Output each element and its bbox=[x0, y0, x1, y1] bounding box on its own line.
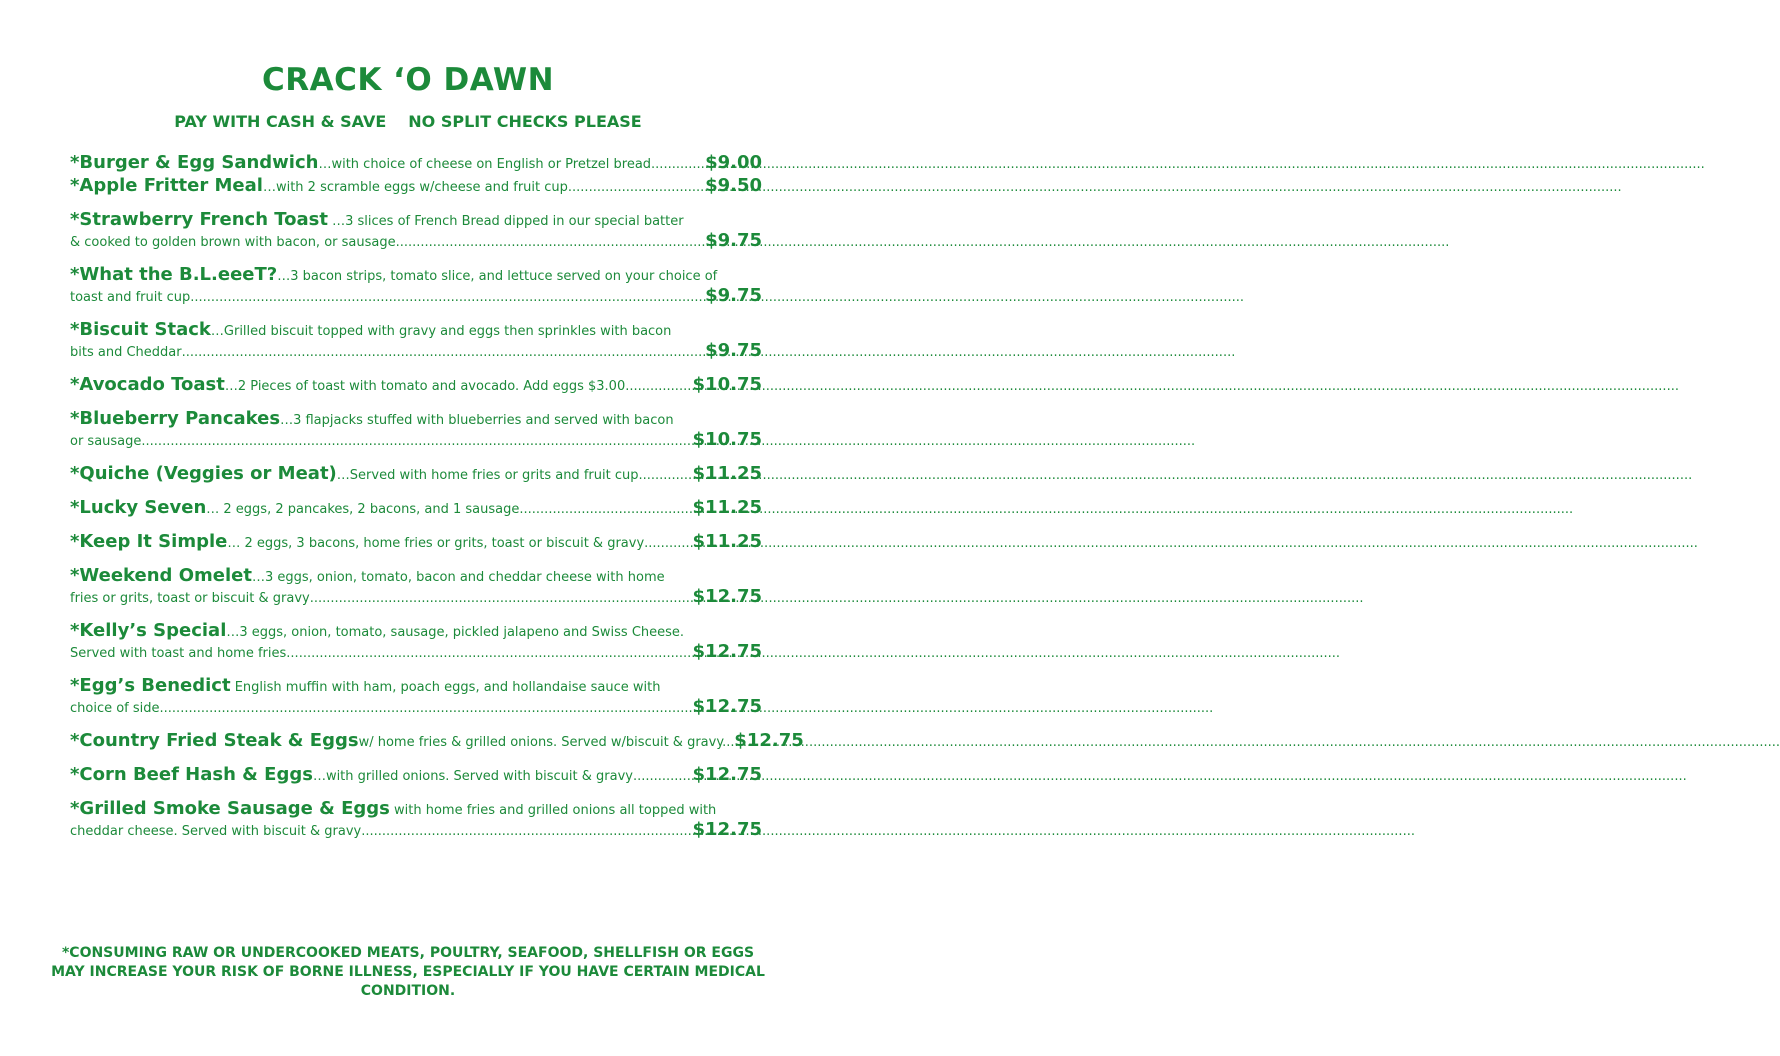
dot-leader bbox=[625, 379, 690, 394]
item-price: $9.75 bbox=[705, 230, 762, 251]
menu-item bbox=[70, 764, 762, 785]
item-description-cont: fries or grits, toast or biscuit & gravy bbox=[70, 591, 310, 606]
item-name: *Keep It Simple bbox=[70, 531, 228, 552]
item-name: *Avocado Toast bbox=[70, 374, 225, 395]
menu-item bbox=[70, 675, 762, 717]
menu-item bbox=[70, 319, 762, 361]
health-disclaimer: *CONSUMING RAW OR UNDERCOOKED MEATS, POULTRY, SEAFOOD, SHELLFISH OR EGGS MAY INCREASE YOUR RISK OF BORNE ILLNESS, ESPECIALLY IF YOU HAVE CERTAIN MEDICAL CONDITION. bbox=[51, 945, 765, 999]
dot-leader bbox=[141, 434, 690, 449]
item-price: $12.75 bbox=[692, 819, 762, 840]
menu-item bbox=[70, 408, 762, 450]
item-name: *Lucky Seven bbox=[70, 497, 207, 518]
item-description: …with choice of cheese on English or Pretzel bread bbox=[318, 157, 652, 172]
item-description: …3 flapjacks stuffed with blueberries and served with bacon bbox=[280, 413, 674, 428]
item-price: $10.75 bbox=[692, 429, 762, 450]
item-price: $11.25 bbox=[692, 497, 762, 518]
item-description: w/ home fries & grilled onions. Served w/biscuit & gravy. bbox=[358, 735, 727, 750]
item-description: …3 bacon strips, tomato slice, and lettuce served on your choice of bbox=[277, 269, 718, 284]
item-price: $12.75 bbox=[692, 586, 762, 607]
item-description: …3 slices of French Bread dipped in our special batter bbox=[328, 214, 684, 229]
menu-item bbox=[70, 175, 762, 196]
dot-leader bbox=[519, 502, 690, 517]
item-name: *Apple Fritter Meal bbox=[70, 175, 263, 196]
item-description-cont: toast and fruit cup bbox=[70, 290, 191, 305]
dot-leader bbox=[286, 646, 690, 661]
menu-item bbox=[70, 374, 762, 395]
item-price: $11.25 bbox=[692, 463, 762, 484]
item-description-cont: cheddar cheese. Served with biscuit & gravy bbox=[70, 824, 362, 839]
dot-leader bbox=[644, 536, 690, 551]
item-name: *Biscuit Stack bbox=[70, 319, 211, 340]
menu-item bbox=[70, 497, 762, 518]
item-description-cont: & cooked to golden brown with bacon, or sausage bbox=[70, 235, 396, 250]
item-description-cont: or sausage bbox=[70, 434, 142, 449]
dot-leader bbox=[160, 701, 691, 716]
item-description: …Grilled biscuit topped with gravy and eggs then sprinkles with bacon bbox=[210, 324, 672, 339]
item-description: …3 eggs, onion, tomato, bacon and cheddar cheese with home bbox=[251, 570, 665, 585]
dot-leader bbox=[726, 735, 732, 750]
item-description: with home fries and grilled onions all topped with bbox=[389, 803, 717, 818]
menu-subtitle bbox=[0, 112, 816, 131]
item-description: …with grilled onions. Served with biscuit & gravy bbox=[312, 769, 633, 784]
menu-item bbox=[70, 531, 762, 552]
dot-leader bbox=[310, 591, 691, 606]
menu-item bbox=[70, 264, 762, 306]
dot-leader bbox=[182, 345, 703, 360]
dot-leader bbox=[568, 180, 703, 195]
item-name: *Burger & Egg Sandwich bbox=[70, 152, 319, 173]
item-price: $9.75 bbox=[705, 285, 762, 306]
dot-leader bbox=[638, 468, 690, 483]
menu-item bbox=[70, 798, 762, 840]
item-description-cont: bits and Cheddar bbox=[70, 345, 182, 360]
item-description-cont: choice of side bbox=[70, 701, 160, 716]
item-description: … 2 eggs, 3 bacons, home fries or grits, toast or biscuit & gravy bbox=[227, 536, 645, 551]
menu-item bbox=[70, 730, 804, 751]
item-name: *Weekend Omelet bbox=[70, 565, 252, 586]
item-description-cont: Served with toast and home fries bbox=[70, 646, 287, 661]
item-price: $9.00 bbox=[705, 152, 762, 173]
dot-leader bbox=[633, 769, 691, 784]
cash-note: PAY WITH CASH & SAVE bbox=[174, 112, 387, 131]
item-price: $12.75 bbox=[692, 764, 762, 785]
item-price: $10.75 bbox=[692, 374, 762, 395]
menu-title: CRACK ‘O DAWN bbox=[261, 62, 555, 98]
item-price: $9.75 bbox=[705, 340, 762, 361]
dot-leader bbox=[190, 290, 703, 305]
item-name: *Corn Beef Hash & Eggs bbox=[70, 764, 313, 785]
menu-item bbox=[70, 620, 762, 662]
item-name: *Strawberry French Toast bbox=[70, 209, 328, 230]
item-price: $9.50 bbox=[705, 175, 762, 196]
menu-item bbox=[70, 209, 762, 251]
menu-list bbox=[70, 152, 804, 853]
item-name: *Grilled Smoke Sausage & Eggs bbox=[70, 798, 390, 819]
item-name: *Quiche (Veggies or Meat) bbox=[70, 463, 337, 484]
menu-item bbox=[70, 152, 762, 173]
split-checks-note: NO SPLIT CHECKS PLEASE bbox=[408, 112, 642, 131]
menu-item bbox=[70, 463, 762, 484]
item-description: …2 Pieces of toast with tomato and avocado. Add eggs $3.00 bbox=[224, 379, 626, 394]
item-price: $12.75 bbox=[734, 730, 804, 751]
item-description: …Served with home fries or grits and fruit cup bbox=[336, 468, 639, 483]
item-name: *Country Fried Steak & Eggs bbox=[70, 730, 359, 751]
item-description: English muffin with ham, poach eggs, and hollandaise sauce with bbox=[230, 680, 661, 695]
dot-leader bbox=[396, 235, 703, 250]
item-price: $12.75 bbox=[692, 696, 762, 717]
dot-leader bbox=[651, 157, 703, 172]
item-name: *Blueberry Pancakes bbox=[70, 408, 281, 429]
item-price: $12.75 bbox=[692, 641, 762, 662]
item-name: *What the B.L.eeeT? bbox=[70, 264, 278, 285]
item-description: … 2 eggs, 2 pancakes, 2 bacons, and 1 sausage bbox=[206, 502, 520, 517]
item-price: $11.25 bbox=[692, 531, 762, 552]
dot-leader bbox=[361, 824, 690, 839]
menu-item bbox=[70, 565, 762, 607]
item-name: *Egg’s Benedict bbox=[70, 675, 231, 696]
item-description: …with 2 scramble eggs w/cheese and fruit cup bbox=[262, 180, 568, 195]
item-description: …3 eggs, onion, tomato, sausage, pickled jalapeno and Swiss Cheese. bbox=[226, 625, 685, 640]
item-name: *Kelly’s Special bbox=[70, 620, 227, 641]
